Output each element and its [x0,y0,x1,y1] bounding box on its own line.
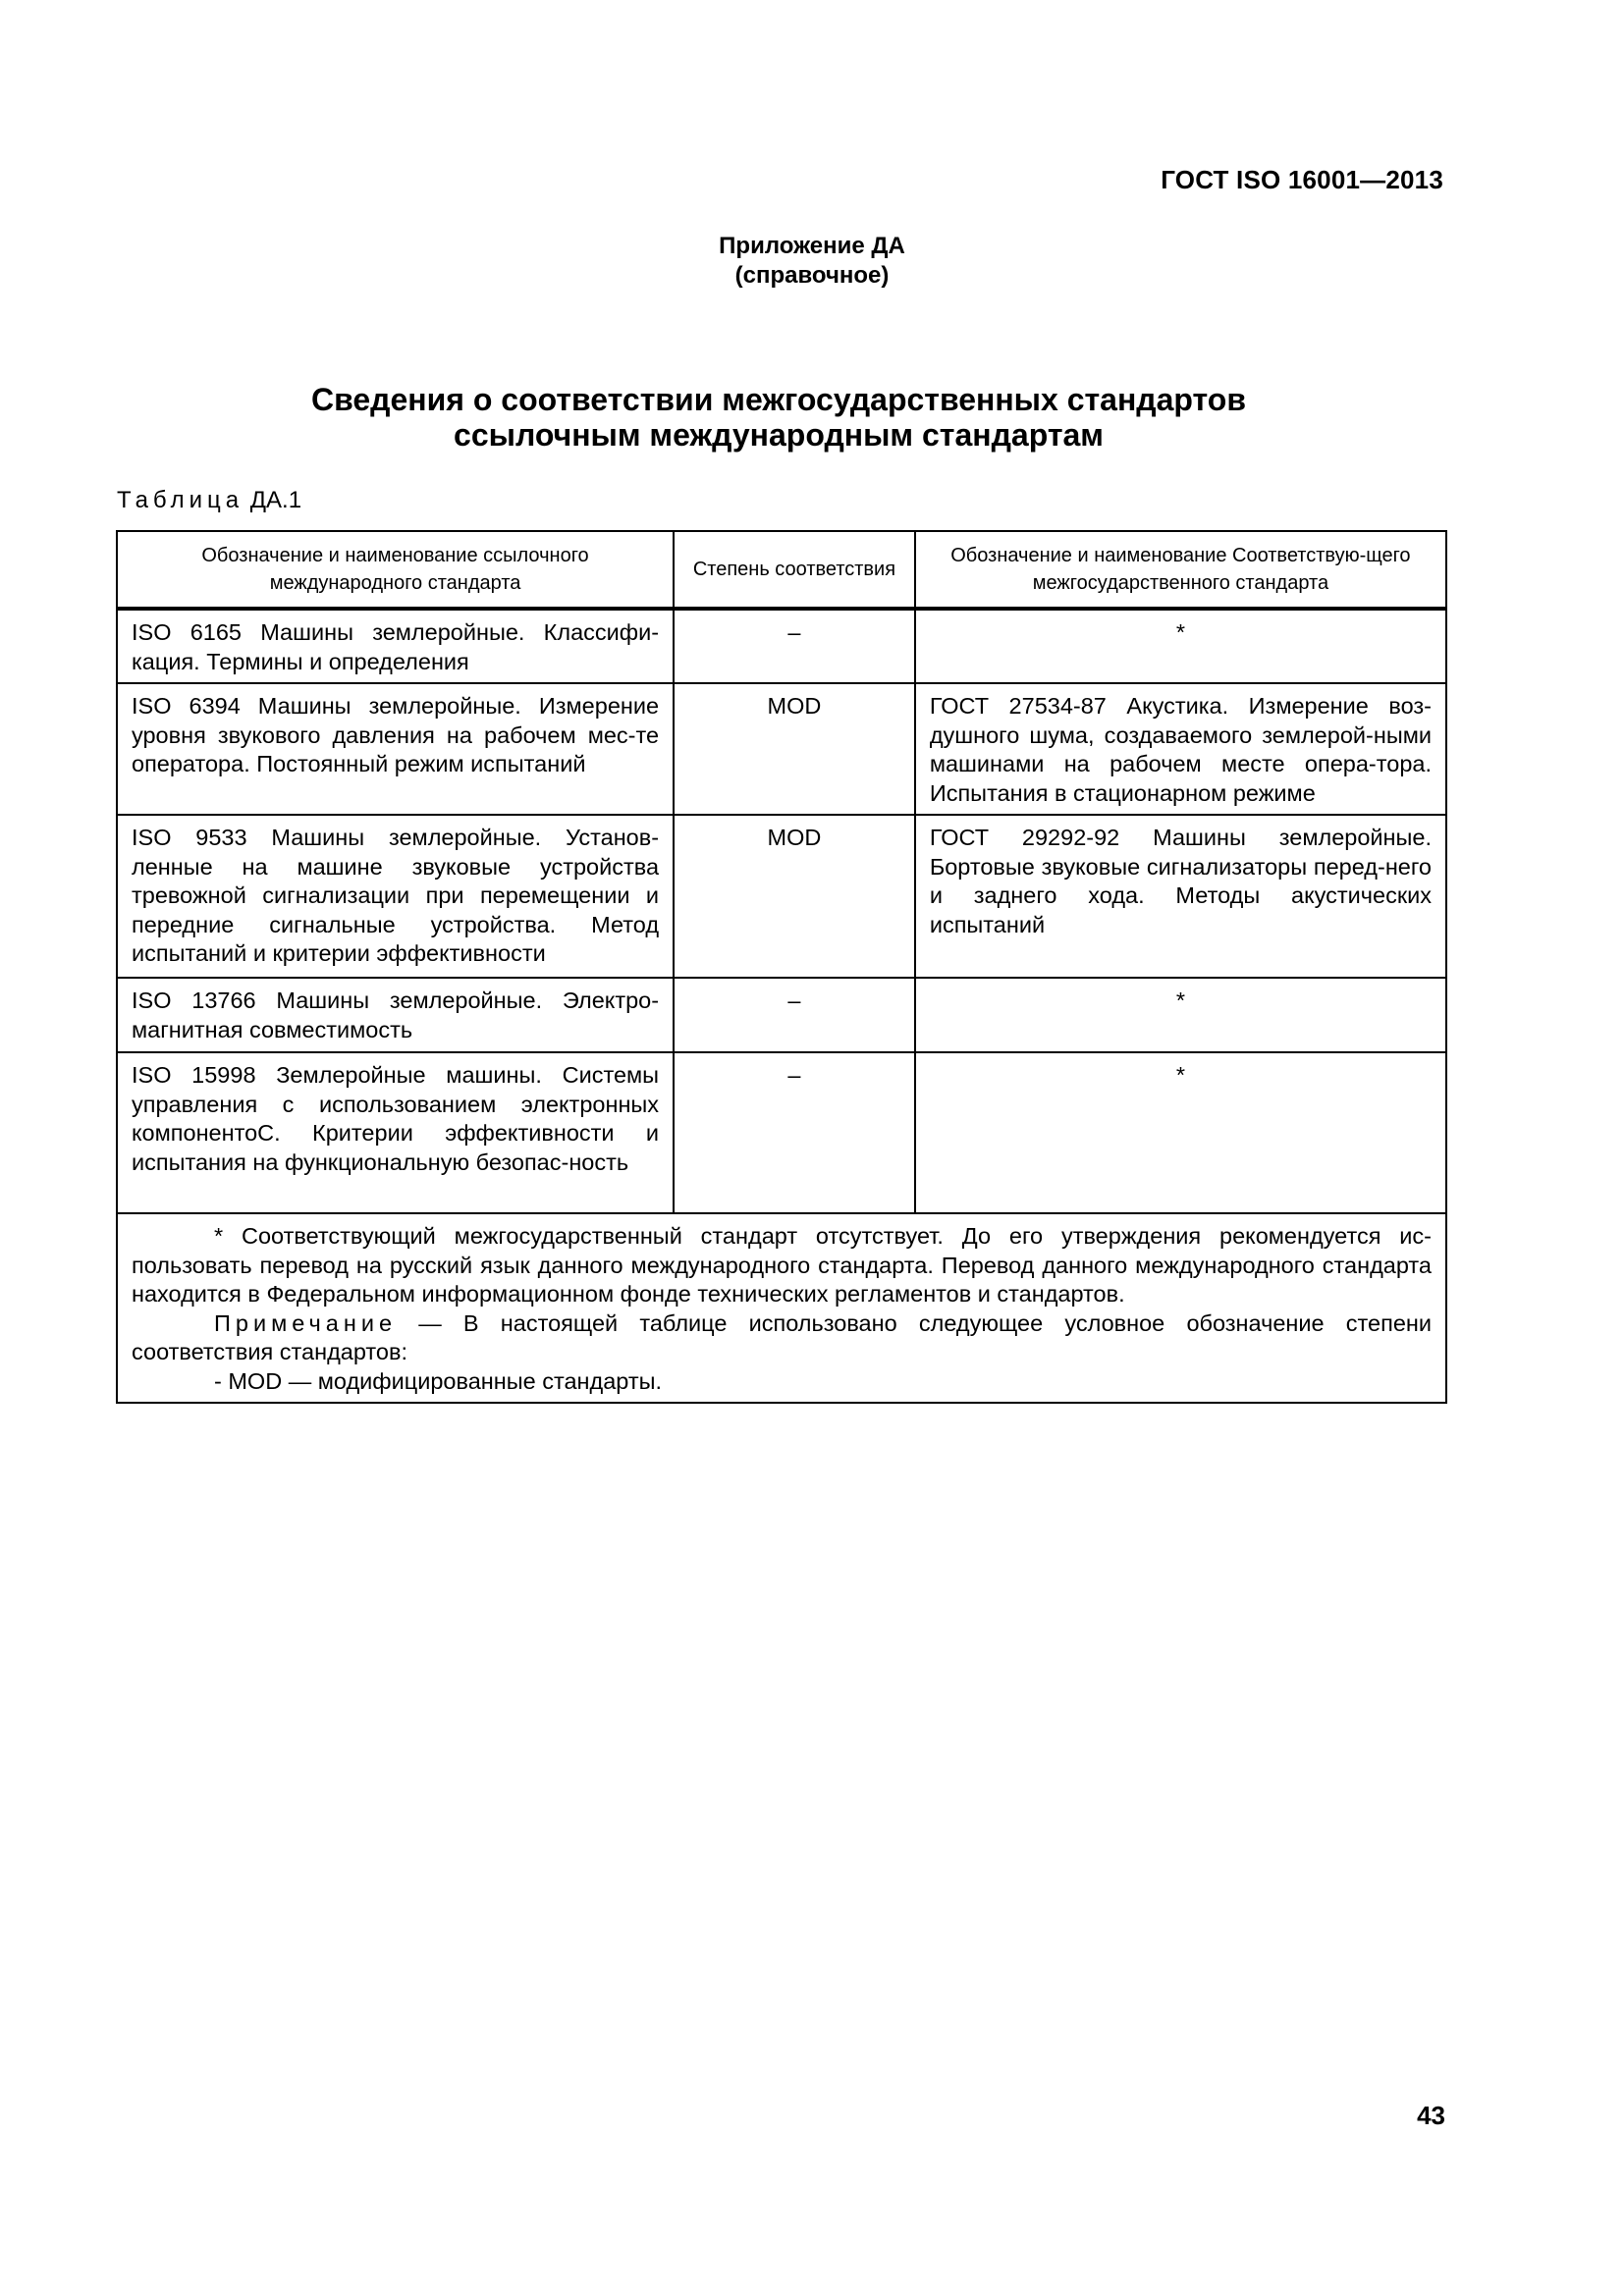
cell-degree: – [674,1052,915,1213]
page-number: 43 [1417,2101,1445,2130]
table-label-number: ДА.1 [249,487,302,513]
correspondence-table [116,530,1447,1404]
table-row [117,815,1446,978]
annex-type: (справочное) [734,262,890,289]
cell-interstate: ГОСТ 29292-92 Машины землеройные. Бортовые звуковые сигнализаторы перед-него и заднего хода. Методы акустических испытаний [915,815,1446,978]
page-title [0,382,1557,453]
cell-degree: – [674,609,915,683]
cell-international: ISO 6394 Машины землеройные. Измерение уровня звукового давления на рабочем мес-те оператора. Постоянный режим испытаний [117,683,674,815]
note-text: — В настоящей таблице использовано следующее условное обозначение степени соответствия стандартов: [132,1309,1432,1364]
title-line-2: ссылочным международным стандартам [454,417,1104,453]
note-word: Примечание [214,1309,398,1336]
note [132,1309,1432,1367]
table-row [117,1052,1446,1213]
cell-interstate: * [915,978,1446,1052]
cell-interstate: * [915,609,1446,683]
header-interstate-standard: Обозначение и наименование Соответствую-щего межгосударственного стандарта [915,531,1446,609]
table-notes-row [117,1213,1446,1403]
table-notes [117,1213,1446,1403]
table-row [117,978,1446,1052]
note-item: - MOD — модифицированные стандарты. [214,1367,663,1394]
cell-interstate: * [915,1052,1446,1213]
footnote: * Соответствующий межгосударственный стандарт отсутствует. До его утверждения рекомендуется ис-пользовать перевод на русский язык данного международного стандарта. Перевод данного международного стандарта находится в Федеральном информационном фонде технических регламентов и стандартов. [132,1223,1432,1307]
annex-title: Приложение ДА [719,233,905,259]
cell-international: ISO 6165 Машины землеройные. Классифи-кация. Термины и определения [117,609,674,683]
cell-international: ISO 13766 Машины землеройные. Электро-магнитная совместимость [117,978,674,1052]
cell-degree: MOD [674,683,915,815]
cell-degree: MOD [674,815,915,978]
cell-interstate: ГОСТ 27534-87 Акустика. Измерение воз-душного шума, создаваемого землерой-ными машинами на рабочем месте опера-тора. Испытания в стационарном режиме [915,683,1446,815]
standard-code: ГОСТ ISO 16001—2013 [1161,165,1443,194]
title-line-1: Сведения о соответствии межгосударственных стандартов [311,382,1246,417]
table-row [117,609,1446,683]
cell-international: ISO 9533 Машины землеройные. Установ-ленные на машине звуковые устройства тревожной сигнализации при перемещении и передние сигнальные устройства. Метод испытаний и критерии эффективности [117,815,674,978]
cell-degree: – [674,978,915,1052]
table-label-word: Таблица [117,487,244,513]
header-degree: Степень соответствия [674,531,915,609]
annex-heading [0,232,1624,291]
cell-international: ISO 15998 Землеройные машины. Системы управления с использованием электронных компонентоС. Критерии эффективности и испытания на функциональную безопас-ность [117,1052,674,1213]
table-header-row [117,531,1446,609]
table-row [117,683,1446,815]
table-label [117,487,301,514]
header-international-standard: Обозначение и наименование ссылочного международного стандарта [117,531,674,609]
